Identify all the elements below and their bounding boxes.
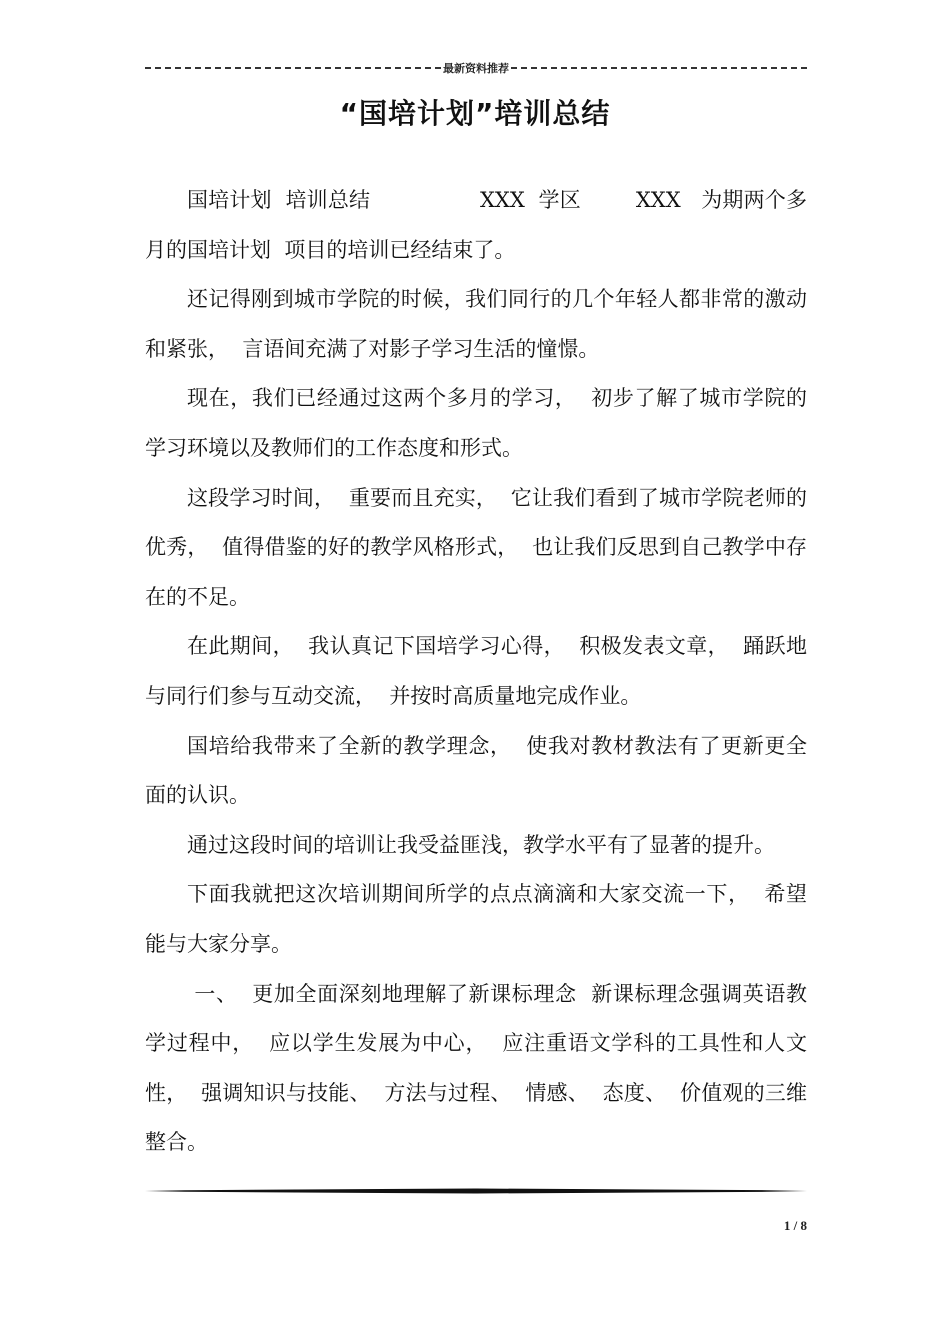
footer-rule-graphic	[145, 1188, 807, 1194]
paragraph: 这段学习时间， 重要而且充实， 它让我们看到了城市学院老师的优秀， 值得借鉴的好的教学风格形式， 也让我们反思到自己教学中存在的不足。	[145, 485, 807, 609]
paragraph: 国培计划 培训总结 XXX 学区 XXX 为期两个多月的国培计划 项目的培训已经结束了。	[145, 188, 807, 262]
document-title: “国培计划”培训总结	[339, 97, 611, 130]
page-number: 1 / 8	[783, 1218, 807, 1233]
header-label: 最新资料推荐	[443, 62, 509, 75]
footer-rule	[145, 1188, 807, 1194]
document-body	[145, 176, 807, 1168]
header-dash-right	[511, 67, 807, 69]
header-dash-left	[145, 67, 441, 69]
paragraph: 现在，我们已经通过这两个多月的学习， 初步了解了城市学院的学习环境以及教师们的工作态度和形式。	[145, 386, 807, 460]
paragraph: 国培给我带来了全新的教学理念， 使我对教材教法有了更新更全面的认识。	[145, 733, 807, 808]
paragraph: 还记得刚到城市学院的时候，我们同行的几个年轻人都非常的激动和紧张， 言语间充满了对影子学习生活的憧憬。	[145, 287, 807, 361]
paragraph: 在此期间， 我认真记下国培学习心得， 积极发表文章， 踊跃地与同行们参与互动交流， 并按时高质量地完成作业。	[145, 634, 807, 708]
paragraph: 一、 更加全面深刻地理解了新课标理念 新课标理念强调英语教学过程中， 应以学生发展为中心， 应注重语文学科的工具性和人文性， 强调知识与技能、 方法与过程、 情感、 态度、 价值观的三维整合。	[145, 981, 807, 1155]
paragraph: 通过这段时间的培训让我受益匪浅，教学水平有了显著的提升。	[187, 832, 775, 857]
page-header	[145, 59, 807, 77]
paragraph: 下面我就把这次培训期间所学的点点滴滴和大家交流一下， 希望能与大家分享。	[145, 882, 807, 956]
